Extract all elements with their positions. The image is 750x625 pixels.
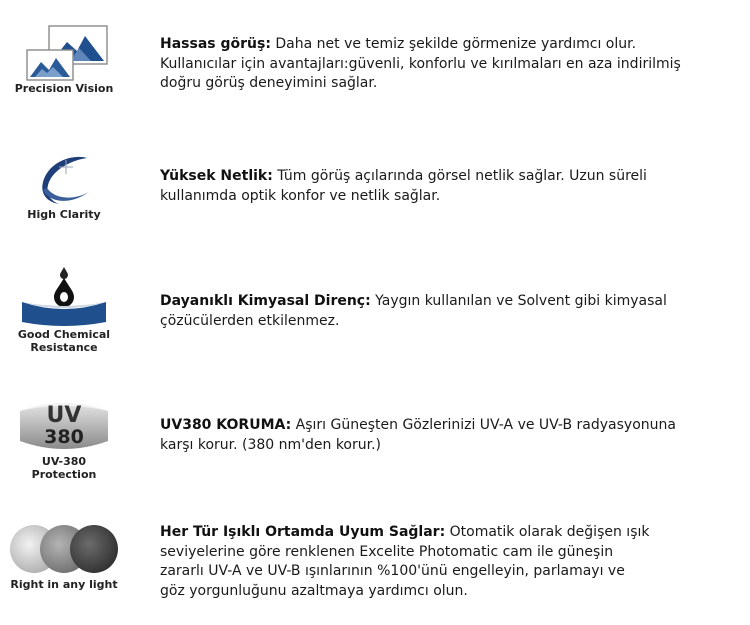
feature-line: Otomatik olarak değişen ışık — [445, 524, 650, 540]
feature-caption: Right in any light — [10, 578, 118, 591]
feature-line: doğru görüş deneyimini sağlar. — [160, 75, 378, 91]
high-clarity-icon-box — [8, 150, 120, 221]
feature-line: Daha net ve temiz şekilde görmenize yardımcı olur. — [270, 36, 637, 52]
feature-line: Tüm görüş açılarında görsel netlik sağlar. Uzun süreli — [272, 168, 647, 184]
chemical-resistance-icon-box — [8, 264, 120, 354]
any-light-icon-box — [8, 522, 120, 591]
feature-line: Kullanıcılar için avantajları:güvenli, konforlu ve kırılmaları en aza indirilmiş — [160, 55, 681, 72]
feature-line: zararlı UV-A ve UV-B ışınlarının %100'ünü engelleyin, parlamayı ve — [160, 563, 625, 579]
feature-caption: Resistance — [30, 341, 98, 354]
feature-caption: High Clarity — [27, 208, 101, 221]
feature-description — [160, 416, 735, 455]
feature-line: göz yorgunluğunu azaltmaya yardımcı olun. — [160, 582, 468, 599]
feature-title: Hassas görüş: — [160, 36, 271, 52]
mountain-landscape-icon — [19, 24, 109, 82]
feature-line: seviyelerine göre renklenen Excelite Photomatic cam ile güneşin — [160, 543, 614, 560]
feature-line: Aşırı Güneşten Gözlerinizi UV-A ve UV-B radyasyonuna — [291, 417, 676, 433]
uv-badge-bottom: 380 — [44, 426, 84, 448]
feature-line: kullanımda optik konfor ve netlik sağlar. — [160, 187, 441, 204]
feature-title: Yüksek Netlik: — [160, 168, 273, 184]
feature-title: Dayanıklı Kimyasal Direnç: — [160, 293, 371, 309]
sparkle-arc-icon — [19, 150, 109, 208]
uv380-icon-box — [8, 397, 120, 481]
feature-line: Yaygın kullanılan ve Solvent gibi kimyasal — [370, 293, 667, 309]
precision-vision-icon-box — [8, 24, 120, 95]
feature-description — [160, 523, 735, 601]
feature-caption: Good Chemical — [17, 328, 111, 341]
feature-title: UV380 KORUMA: — [160, 417, 292, 433]
feature-description — [160, 167, 735, 206]
water-drop-icon — [14, 264, 114, 328]
feature-caption: Protection — [31, 468, 97, 481]
feature-line: çözücülerden etkilenmez. — [160, 312, 340, 329]
feature-description — [160, 35, 735, 94]
feature-line: karşı korur. (380 nm'den korur.) — [160, 436, 382, 453]
feature-caption: UV-380 — [41, 455, 87, 468]
feature-title: Her Tür Işıklı Ortamda Uyum Sağlar: — [160, 524, 446, 540]
feature-caption: Precision Vision — [14, 82, 114, 95]
feature-description — [160, 292, 735, 331]
uv-badge-top: UV — [46, 403, 82, 428]
photochromic-circles-icon — [8, 522, 120, 576]
uv-shield-icon — [16, 397, 112, 455]
